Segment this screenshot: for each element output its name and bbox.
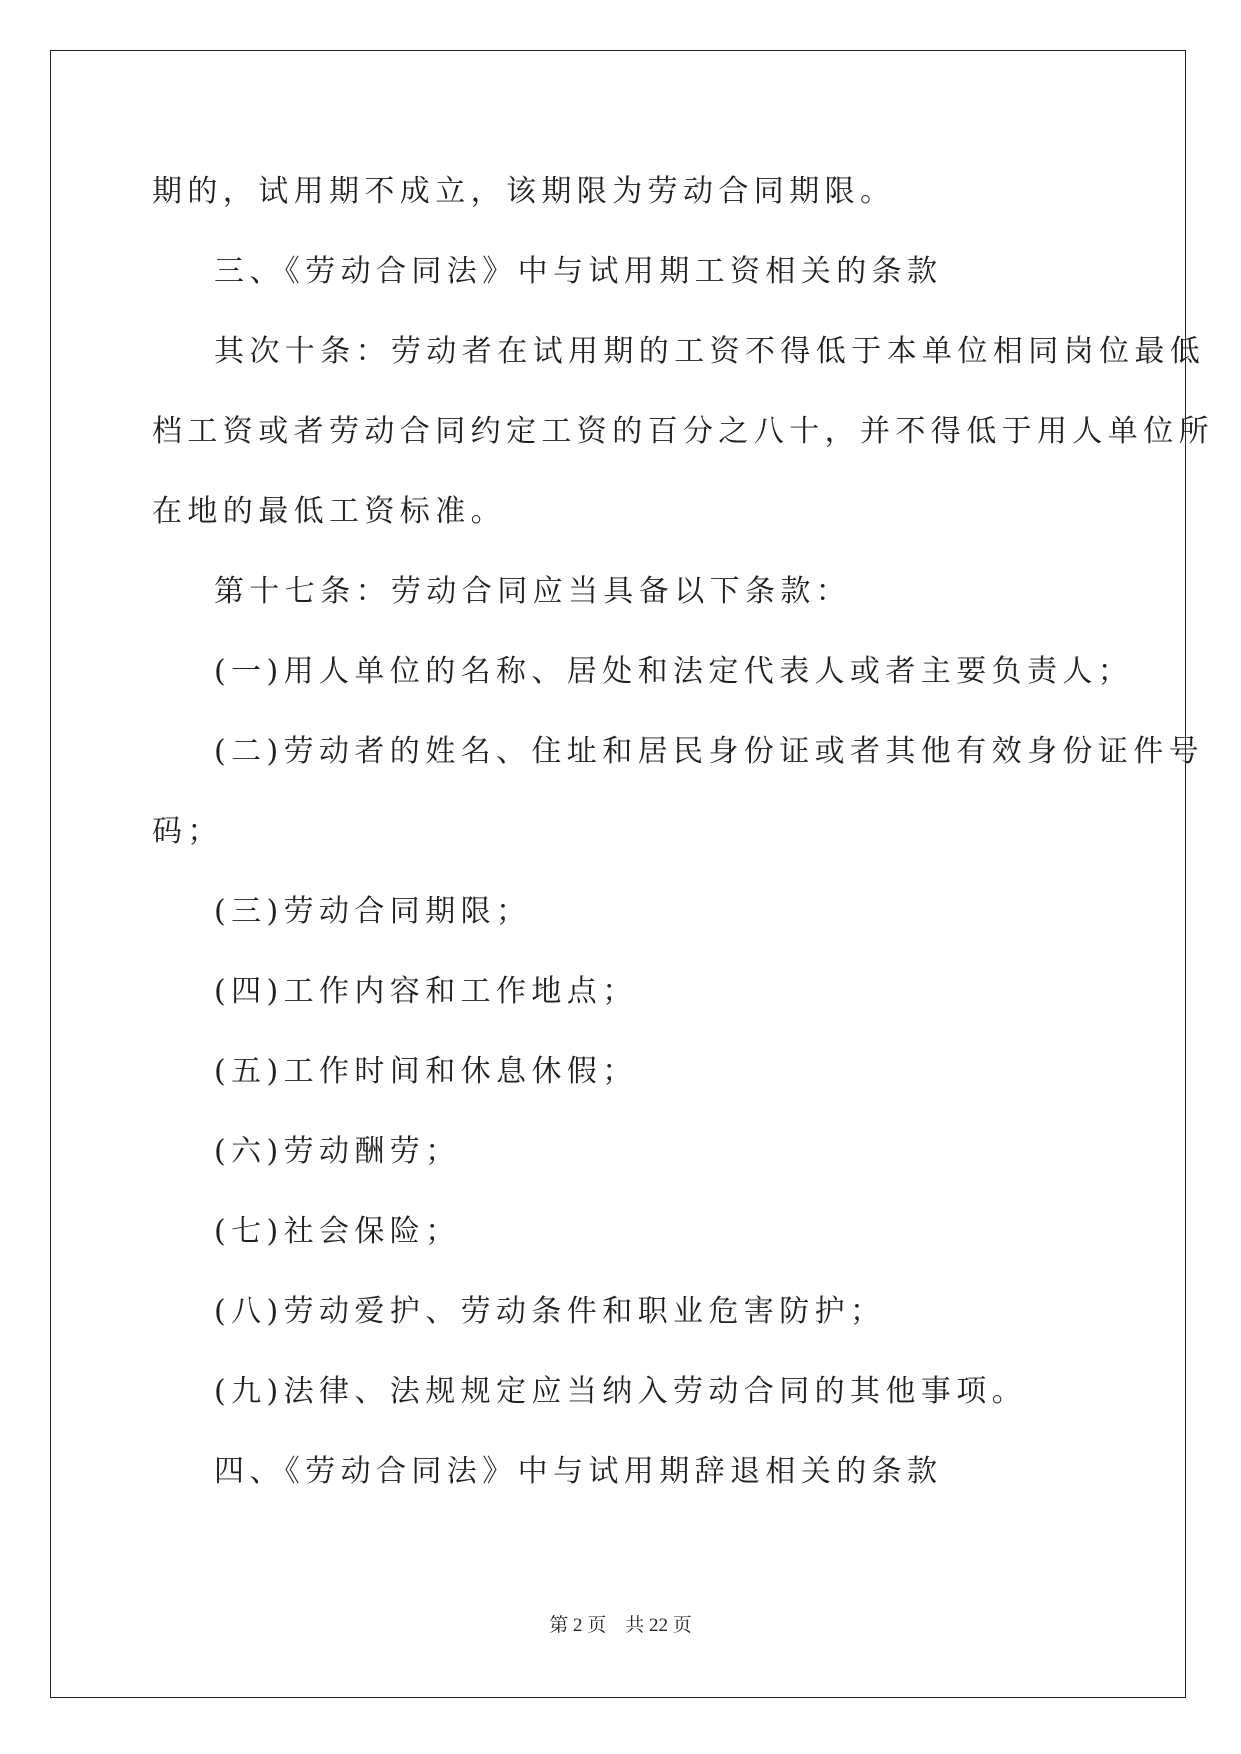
text-line: 码； (152, 814, 223, 849)
section-heading: 三、《劳动合同法》中与试用期工资相关的条款 (214, 254, 943, 289)
text-line: 档工资或者劳动合同约定工资的百分之八十，并不得低于用人单位所 (152, 414, 1214, 449)
page-number: 第 2 页 共 22 页 (549, 1615, 692, 1636)
text-line: 其次十条：劳动者在试用期的工资不得低于本单位相同岗位最低 (214, 334, 1206, 369)
list-item: (七)社会保险； (214, 1214, 461, 1249)
list-item: (四)工作内容和工作地点； (214, 974, 638, 1009)
list-item: (一)用人单位的名称、居处和法定代表人或者主要负责人； (214, 654, 1134, 689)
section-heading: 四、《劳动合同法》中与试用期辞退相关的条款 (214, 1454, 943, 1489)
list-item: (九)法律、法规规定应当纳入劳动合同的其他事项。 (214, 1374, 1028, 1409)
list-item: (八)劳动爱护、劳动条件和职业危害防护； (214, 1294, 886, 1329)
text-line: 期的，试用期不成立，该期限为劳动合同期限。 (152, 174, 896, 209)
page-footer (0, 1610, 1241, 1637)
text-line: 第十七条：劳动合同应当具备以下条款： (214, 574, 852, 609)
list-item: (二)劳动者的姓名、住址和居民身份证或者其他有效身份证件号 (214, 734, 1205, 769)
page-border (50, 50, 1186, 1698)
list-item: (六)劳动酬劳； (214, 1134, 461, 1169)
list-item: (五)工作时间和休息休假； (214, 1054, 638, 1089)
list-item: (三)劳动合同期限； (214, 894, 532, 929)
text-line: 在地的最低工资标准。 (152, 494, 506, 529)
